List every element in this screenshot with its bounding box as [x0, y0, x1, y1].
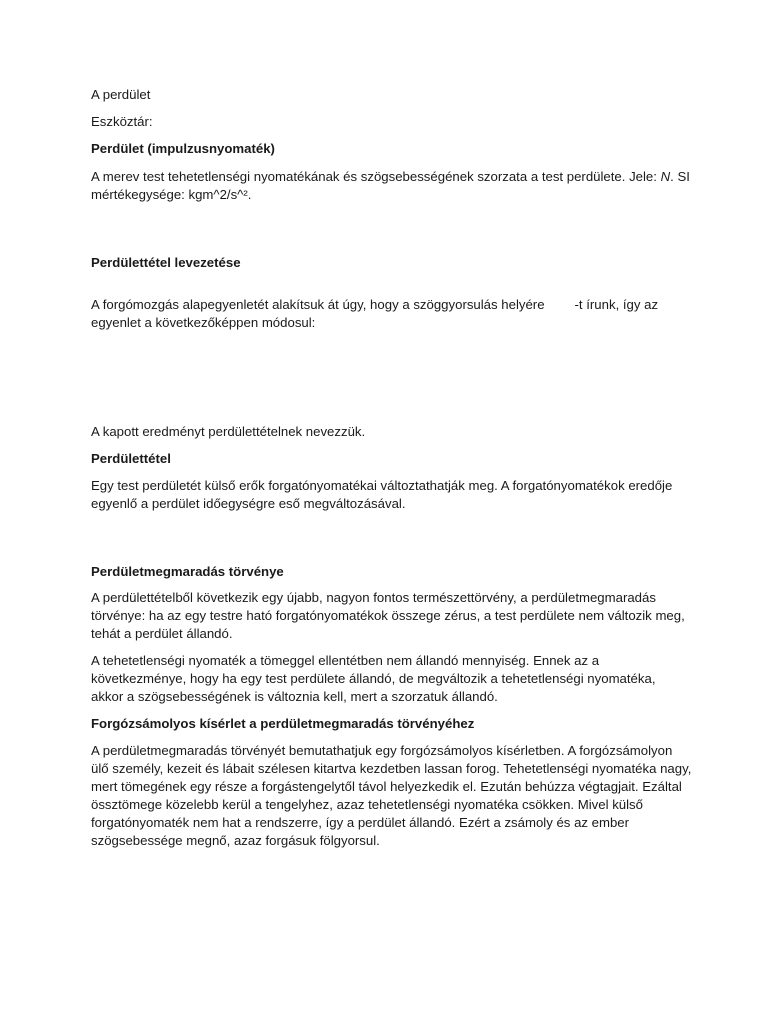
paragraph-line: A tehetetlenségi nyomaték a tömeggel ellentétben nem állandó mennyiség. Ennek az a	[91, 653, 600, 668]
paragraph-line: egyenlet a következőképpen módosul:	[91, 315, 316, 330]
definition-suffix: . SI	[670, 169, 690, 184]
heading-derivation: Perdülettétel levezetése	[91, 255, 241, 270]
unit-line: mértékegysége: kgm^2/s^².	[91, 187, 252, 202]
toolbar-label: Eszköztár:	[91, 114, 153, 129]
paragraph-line: A perdülettételből következik egy újabb, nagyon fontos természettörvény, a perdületmegmaradás	[91, 590, 656, 605]
paragraph-derivation	[91, 296, 681, 332]
paragraph-line: egyenlő a perdület időegységre eső megváltozásával.	[91, 496, 406, 511]
symbol-n: N	[660, 169, 671, 184]
paragraph-line: mert tömegének egy része a forgástengelytől távol helyezkedik el. Ezután behúzza végtagjait. Ezáltal	[91, 779, 682, 794]
heading-impulse: Perdület (impulzusnyomaték)	[91, 141, 275, 156]
heading-conservation: Perdületmegmaradás törvénye	[91, 564, 284, 579]
paragraph-line: következménye, hogy ha egy test perdülete állandó, de megváltozik a tehetetlenségi nyomatéka,	[91, 671, 656, 686]
paragraph-line: szögsebessége megnő, azaz forgásuk fölgyorsul.	[91, 833, 380, 848]
definition-text: A merev test tehetetlenségi nyomatékának és szögsebességének szorzata a test perdülete. Jele:	[91, 169, 661, 184]
paragraph-line: törvénye: ha az egy testre ható forgatónyomatékok összege zérus, a test perdülete nem változik meg,	[91, 608, 685, 623]
paragraph-line	[91, 168, 690, 186]
derivation-text-b: -t írunk, így az	[574, 297, 659, 312]
paragraph-conservation-2	[91, 652, 681, 706]
paragraph-conservation-1	[91, 589, 685, 643]
derivation-text-a: A forgómozgás alapegyenletét alakítsuk át úgy, hogy a szöggyorsulás helyére	[91, 297, 545, 312]
paragraph-line	[91, 296, 681, 314]
heading-theorem: Perdülettétel	[91, 451, 171, 466]
paragraph-line: ülő személy, kezeit és lábait szélesen kitartva kezdetben lassan forog. Tehetetlenségi nyomatéka nagy,	[91, 761, 692, 776]
paragraph-line: A perdületmegmaradás törvényét bemutathatjuk egy forgózsámolyos kísérletben. A forgózsámolyon	[91, 743, 673, 758]
document-title: A perdület	[91, 87, 151, 102]
paragraph-impulse-definition	[91, 168, 690, 204]
paragraph-line: forgatónyomaték nem hat a rendszerre, így a perdület állandó. Ezért a zsámoly és az ember	[91, 815, 630, 830]
paragraph-line: össztömege közelebb kerül a tengelyhez, azaz tehetetlenségi nyomatéka csökken. Mivel külső	[91, 797, 643, 812]
paragraph-line: tehát a perdület állandó.	[91, 626, 233, 641]
paragraph-line: Egy test perdületét külső erők forgatónyomatékai változtathatják meg. A forgatónyomatékok eredője	[91, 478, 673, 493]
paragraph-theorem	[91, 477, 681, 513]
heading-experiment: Forgózsámolyos kísérlet a perdületmegmaradás törvényéhez	[91, 716, 475, 731]
paragraph-line: akkor a szögsebességének is változnia kell, mert a szorzatuk állandó.	[91, 689, 498, 704]
paragraph-experiment	[91, 742, 692, 850]
derivation-result: A kapott eredményt perdülettételnek nevezzük.	[91, 424, 366, 439]
